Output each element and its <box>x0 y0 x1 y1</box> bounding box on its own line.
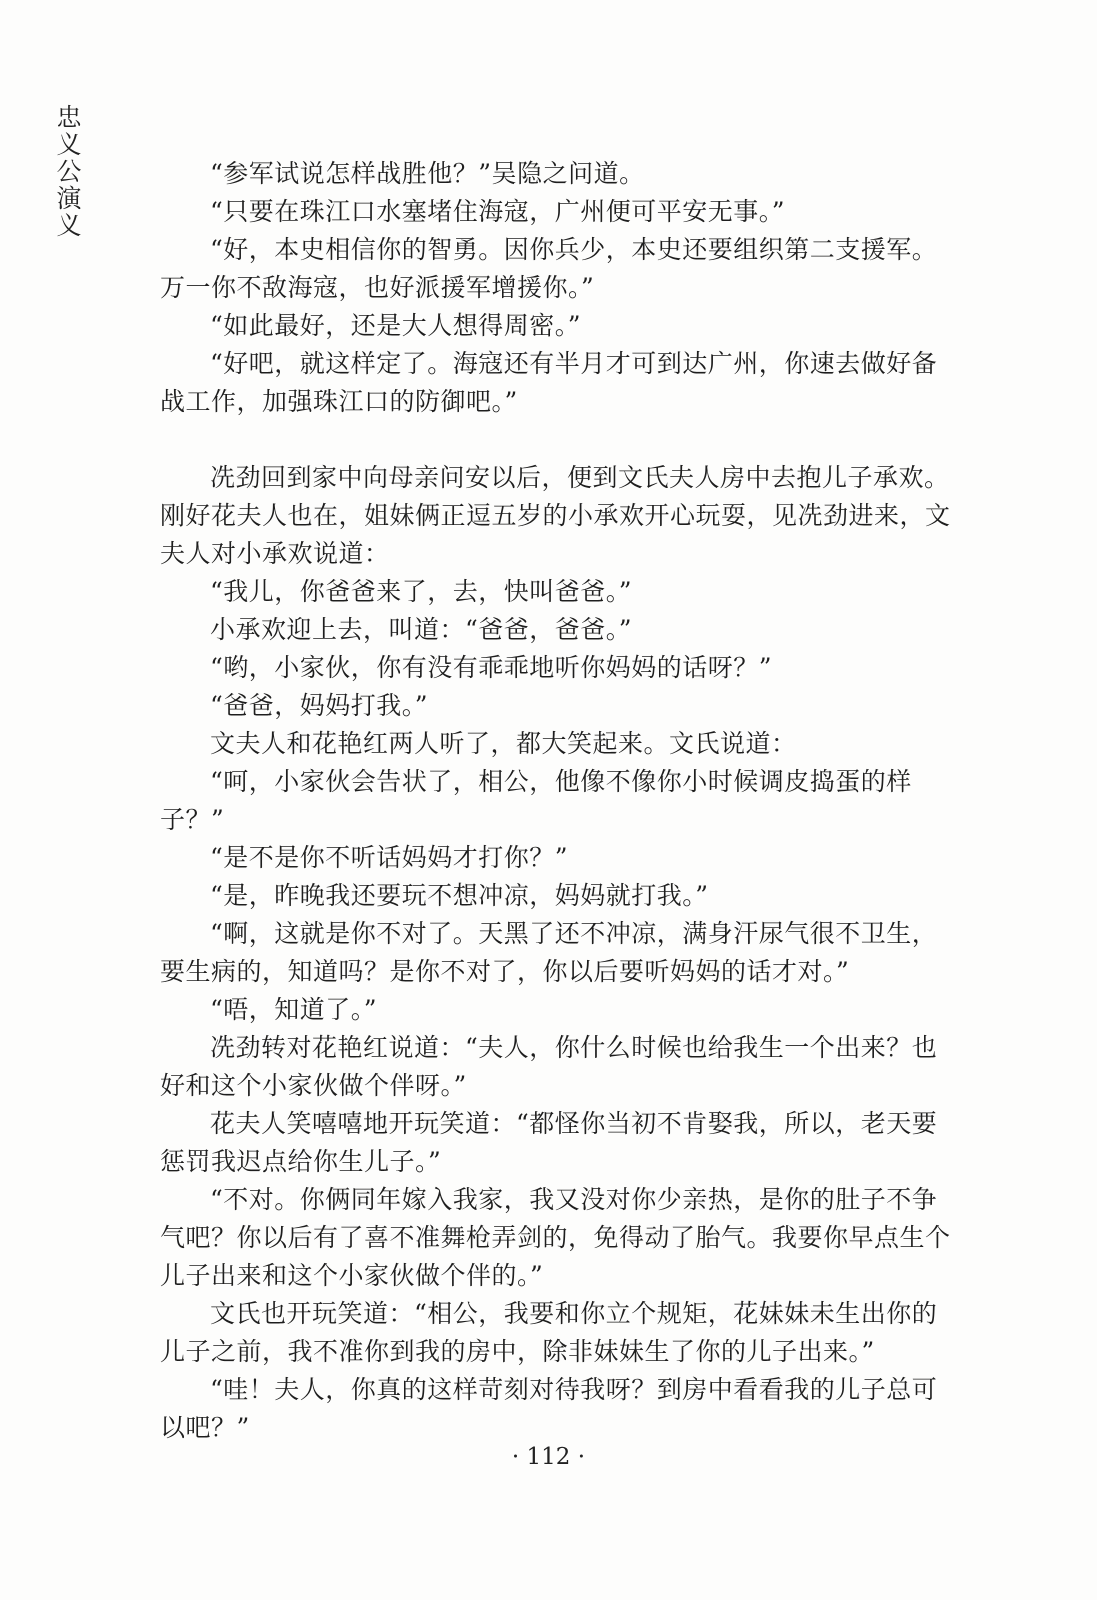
paragraph: “好吧，就这样定了。海寇还有半月才可到达广州，你速去做好备战工作，加强珠江口的防御吧。” <box>160 349 938 416</box>
paragraph: 文夫人和花艳红两人听了，都大笑起来。文氏说道： <box>210 729 797 758</box>
paragraph: 冼劲转对花艳红说道：“夫人，你什么时候也给我生一个出来？也好和这个小家伙做个伴呀。” <box>160 1033 938 1100</box>
paragraph: “参军试说怎样战胜他？”吴隐之问道。 <box>210 159 645 188</box>
paragraph: “只要在珠江口水塞堵住海寇，广州便可平安无事。” <box>210 197 786 226</box>
running-head-book-title: 忠义公演义 <box>56 103 82 240</box>
paragraph: “我儿，你爸爸来了，去，快叫爸爸。” <box>210 577 633 606</box>
paragraph: “如此最好，还是大人想得周密。” <box>210 311 582 340</box>
paragraph: “是不是你不听话妈妈才打你？” <box>210 843 569 872</box>
paragraph: 花夫人笑嘻嘻地开玩笑道：“都怪你当初不肯娶我，所以，老天要惩罚我迟点给你生儿子。” <box>160 1109 938 1176</box>
paragraph: 文氏也开玩笑道：“相公，我要和你立个规矩，花妹妹未生出你的儿子之前，我不准你到我的房中，除非妹妹生了你的儿子出来。” <box>160 1299 938 1366</box>
paragraph: “爸爸，妈妈打我。” <box>210 691 429 720</box>
page-number: · 112 · <box>511 1444 586 1470</box>
paragraph: “不对。你俩同年嫁入我家，我又没对你少亲热，是你的肚子不争气吧？你以后有了喜不准舞枪弄剑的，免得动了胎气。我要你早点生个儿子出来和这个小家伙做个伴的。” <box>160 1185 951 1290</box>
section-break <box>160 421 960 459</box>
paragraph: “好，本史相信你的智勇。因你兵少，本史还要组织第二支援军。万一你不敌海寇，也好派援军增援你。” <box>160 235 938 302</box>
paragraph: “呵，小家伙会告状了，相公，他像不像你小时候调皮捣蛋的样子？” <box>160 767 912 834</box>
body-text <box>160 155 960 1447</box>
paragraph: “啊，这就是你不对了。天黑了还不冲凉，满身汗尿气很不卫生，要生病的，知道吗？是你不对了，你以后要听妈妈的话才对。” <box>160 919 938 986</box>
paragraph: “是，昨晚我还要玩不想冲凉，妈妈就打我。” <box>210 881 709 910</box>
paragraph: “唔，知道了。” <box>210 995 378 1024</box>
paragraph: 小承欢迎上去，叫道：“爸爸，爸爸。” <box>210 615 633 644</box>
paragraph: “哇！夫人，你真的这样苛刻对待我呀？到房中看看我的儿子总可以吧？” <box>160 1375 938 1442</box>
paragraph: “哟，小家伙，你有没有乖乖地听你妈妈的话呀？” <box>210 653 773 682</box>
paragraph: 冼劲回到家中向母亲问安以后，便到文氏夫人房中去抱儿子承欢。刚好花夫人也在，姐妹俩正逗五岁的小承欢开心玩耍，见冼劲进来，文夫人对小承欢说道： <box>160 463 951 568</box>
